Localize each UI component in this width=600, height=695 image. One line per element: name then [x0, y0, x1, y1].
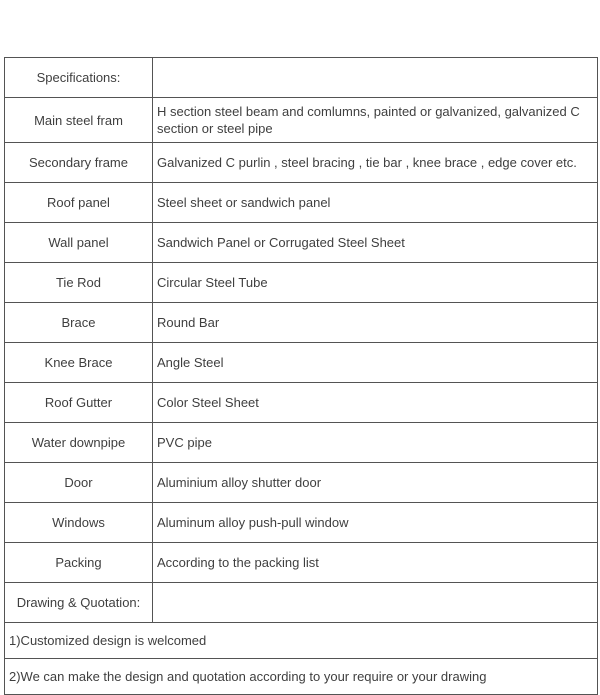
spec-label-cell: Roof Gutter	[5, 383, 153, 423]
spec-value-cell: Sandwich Panel or Corrugated Steel Sheet	[153, 223, 598, 263]
spec-note-cell: 1)Customized design is welcomed	[5, 623, 598, 659]
spec-value-cell: Aluminum alloy push-pull window	[153, 503, 598, 543]
spec-label-cell: Door	[5, 463, 153, 503]
spec-label-cell: Brace	[5, 303, 153, 343]
spec-value-cell: Circular Steel Tube	[153, 263, 598, 303]
spec-value-cell	[153, 583, 598, 623]
specification-table	[4, 57, 598, 695]
spec-label-cell: Water downpipe	[5, 423, 153, 463]
spec-label-cell: Drawing & Quotation:	[5, 583, 153, 623]
spec-table-row	[5, 343, 598, 383]
spec-note-cell: 2)We can make the design and quotation according to your require or your drawing	[5, 659, 598, 695]
spec-value-cell: According to the packing list	[153, 543, 598, 583]
spec-table-row	[5, 98, 598, 143]
spec-label-cell: Wall panel	[5, 223, 153, 263]
spec-value-cell	[153, 58, 598, 98]
spec-value-cell: Round Bar	[153, 303, 598, 343]
spec-value-cell: Color Steel Sheet	[153, 383, 598, 423]
spec-value-cell: Steel sheet or sandwich panel	[153, 183, 598, 223]
spec-value-cell: Galvanized C purlin , steel bracing , tie bar , knee brace , edge cover etc.	[153, 143, 598, 183]
spec-table-row	[5, 263, 598, 303]
spec-table-row	[5, 223, 598, 263]
spec-table-row	[5, 463, 598, 503]
spec-label-cell: Specifications:	[5, 58, 153, 98]
spec-value-cell: H section steel beam and comlumns, painted or galvanized, galvanized C section or steel pipe	[153, 98, 598, 143]
spec-note-row	[5, 623, 598, 659]
spec-table-row	[5, 58, 598, 98]
spec-label-cell: Main steel fram	[5, 98, 153, 143]
spec-note-row	[5, 659, 598, 695]
spec-label-cell: Knee Brace	[5, 343, 153, 383]
spec-table-row	[5, 583, 598, 623]
spec-table-row	[5, 383, 598, 423]
spec-table-row	[5, 423, 598, 463]
spec-label-cell: Roof panel	[5, 183, 153, 223]
spec-table-row	[5, 183, 598, 223]
spec-label-cell: Tie Rod	[5, 263, 153, 303]
spec-value-cell: Aluminium alloy shutter door	[153, 463, 598, 503]
spec-value-cell: PVC pipe	[153, 423, 598, 463]
spec-label-cell: Secondary frame	[5, 143, 153, 183]
spec-value-cell: Angle Steel	[153, 343, 598, 383]
spec-table-row	[5, 503, 598, 543]
spec-table-body	[5, 58, 598, 695]
spec-label-cell: Packing	[5, 543, 153, 583]
spec-label-cell: Windows	[5, 503, 153, 543]
spec-table-row	[5, 143, 598, 183]
spec-table-row	[5, 303, 598, 343]
spec-table-row	[5, 543, 598, 583]
